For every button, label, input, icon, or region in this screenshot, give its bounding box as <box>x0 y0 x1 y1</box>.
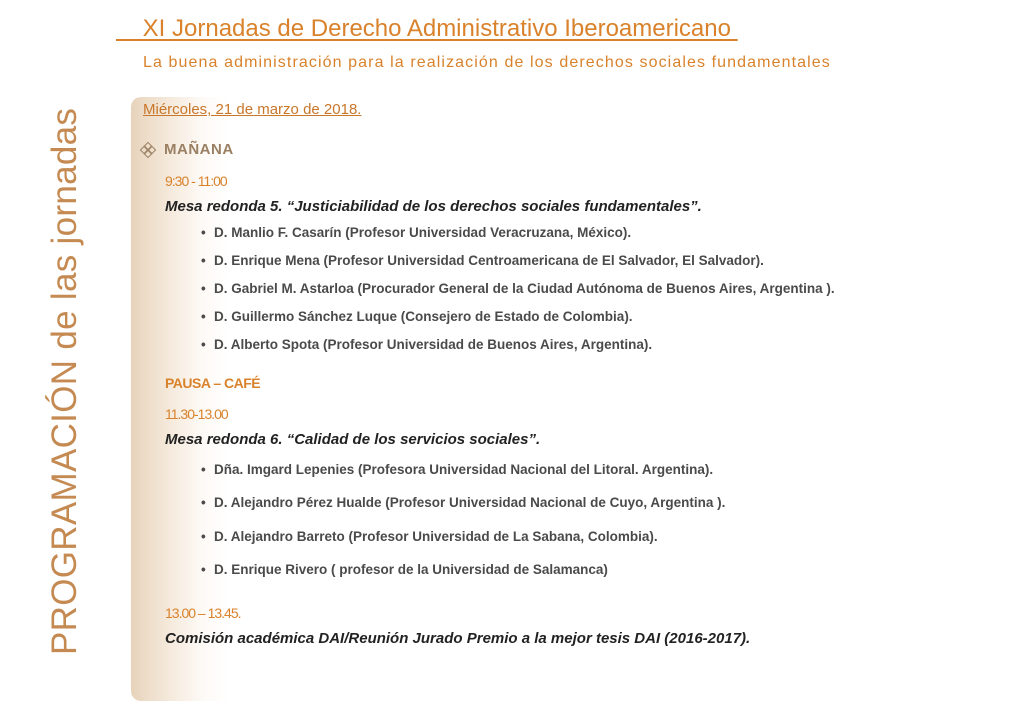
participant-text: D. Enrique Rivero ( profesor de la Universidad de Salamanca) <box>214 562 608 577</box>
program-date: Miércoles, 21 de marzo de 2018. <box>143 101 362 118</box>
section-label: MAÑANA <box>164 141 234 158</box>
participant-item <box>201 252 764 270</box>
program-panel <box>131 97 1024 701</box>
document-subtitle: La buena administración para la realización de los derechos sociales fundamentales <box>143 54 831 71</box>
session-time-1: 9:30 - 11:00 <box>165 173 227 189</box>
bullet: • <box>201 281 206 296</box>
participant-item <box>201 561 608 579</box>
session-time-3: 13.00 – 13.45. <box>165 605 241 621</box>
bullet: • <box>201 225 206 240</box>
session-title-1: Mesa redonda 5. “Justiciabilidad de los derechos sociales fundamentales”. <box>165 198 702 215</box>
participant-item <box>201 308 633 326</box>
bullet: • <box>201 462 206 477</box>
participant-item <box>201 461 713 479</box>
bullet: • <box>201 562 206 577</box>
participant-text: D. Gabriel M. Astarloa (Procurador General de la Ciudad Autónoma de Buenos Aires, Argentina ). <box>214 281 835 296</box>
participant-item <box>201 528 658 546</box>
bullet: • <box>201 309 206 324</box>
section-heading <box>141 141 234 159</box>
bullet: • <box>201 529 206 544</box>
bullet: • <box>201 337 206 352</box>
document-title: XI Jornadas de Derecho Administrativo Iberoamericano <box>116 15 738 42</box>
participant-item <box>201 280 835 298</box>
diamond-bullet-icon <box>141 143 155 157</box>
session-title-2: Mesa redonda 6. “Calidad de los servicios sociales”. <box>165 431 541 448</box>
coffee-break-label: PAUSA – CAFÉ <box>165 375 261 391</box>
participant-item <box>201 494 725 512</box>
bullet: • <box>201 495 206 510</box>
session-title-3: Comisión académica DAI/Reunión Jurado Premio a la mejor tesis DAI (2016-2017). <box>165 630 751 647</box>
participant-text: Dña. Imgard Lepenies (Profesora Universidad Nacional del Litoral. Argentina). <box>214 462 714 477</box>
bullet: • <box>201 253 206 268</box>
participant-text: D. Alberto Spota (Profesor Universidad de Buenos Aires, Argentina). <box>214 337 653 352</box>
participant-item <box>201 224 631 242</box>
session-time-2: 11.30-13.00 <box>165 406 228 422</box>
participant-text: D. Guillermo Sánchez Luque (Consejero de Estado de Colombia). <box>214 309 633 324</box>
participant-text: D. Enrique Mena (Profesor Universidad Centroamericana de El Salvador, El Salvador). <box>214 253 764 268</box>
participant-item <box>201 336 652 354</box>
participant-text: D. Alejandro Pérez Hualde (Profesor Universidad Nacional de Cuyo, Argentina ). <box>214 495 726 510</box>
participant-text: D. Alejandro Barreto (Profesor Universidad de La Sabana, Colombia). <box>214 529 658 544</box>
vertical-side-title: PROGRAMACIÓN de las jornadas <box>45 107 84 655</box>
participant-text: D. Manlio F. Casarín (Profesor Universidad Veracruzana, México). <box>214 225 632 240</box>
